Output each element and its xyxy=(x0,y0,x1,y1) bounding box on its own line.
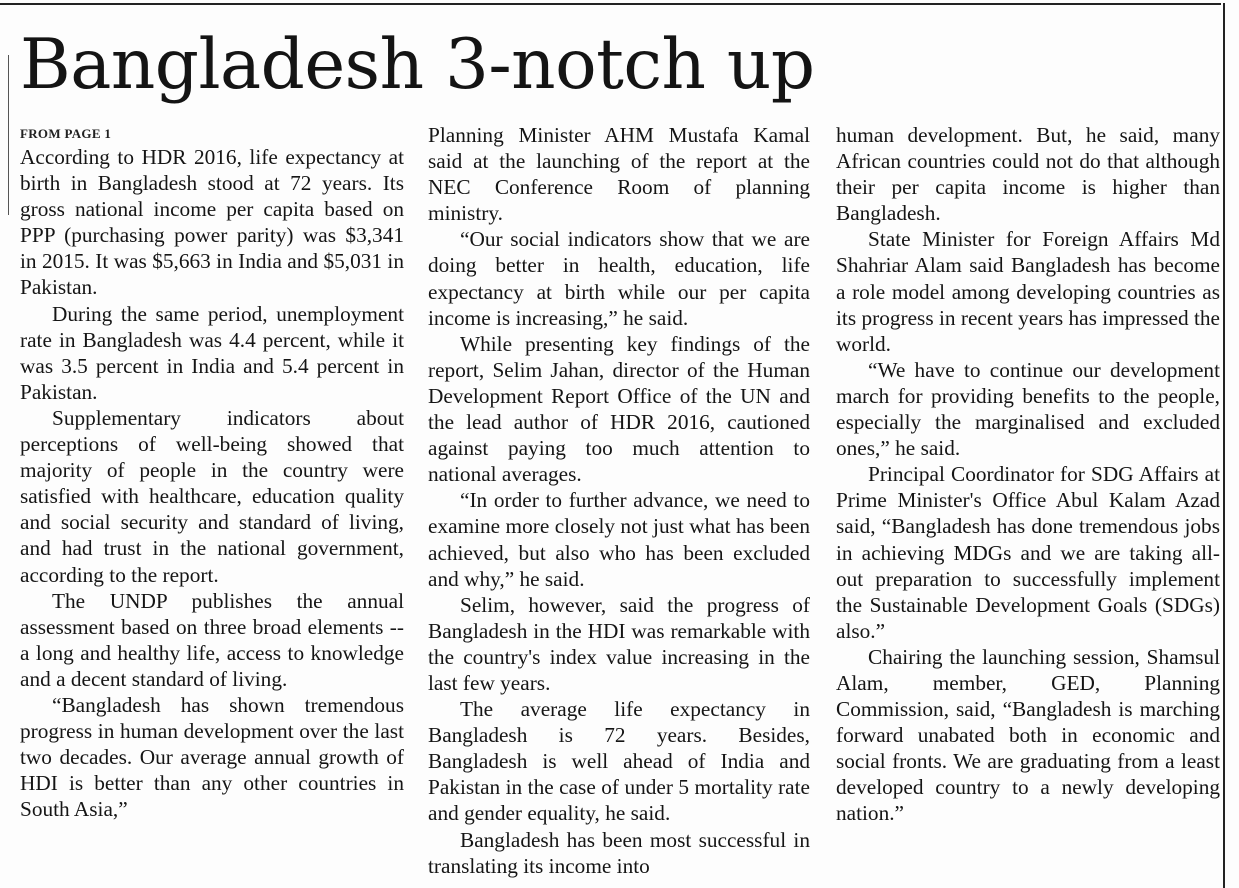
paragraph: During the same period, unemployment rate in Bangladesh was 4.4 percent, while it was 3.5 percent in India and 5.4 percent in Pakistan. xyxy=(20,301,404,404)
paragraph: “In order to further advance, we need to examine more closely not just what has been achieved, but also who has been excluded and why,” he said. xyxy=(428,488,810,591)
top-border-rule xyxy=(0,3,1221,5)
paragraph: The UNDP publishes the annual assessment based on three broad elements -- a long and healthy life, access to knowledge and a decent standard of living. xyxy=(20,588,404,691)
right-border-rule xyxy=(1223,3,1225,888)
paragraph: While presenting key findings of the report, Selim Jahan, director of the Human Development Report Office of the UN and the lead author of HDR 2016, cautioned against paying too much attention to national averages. xyxy=(428,331,810,487)
article-column-1 xyxy=(20,122,404,822)
paragraph: State Minister for Foreign Affairs Md Shahriar Alam said Bangladesh has become a role model among developing countries as its progress in recent years has impressed the world. xyxy=(836,227,1220,356)
paragraph: Chairing the launching session, Shamsul Alam, member, GED, Planning Commission, said, “Bangladesh is marching forward unabated both in economic and social fronts. We are graduating from a least developed country to a newly developing nation.” xyxy=(836,644,1220,826)
headline: Bangladesh 3-notch up xyxy=(20,25,815,105)
paragraph: Principal Coordinator for SDG Affairs at Prime Minister's Office Abul Kalam Azad said, “Bangladesh has done tremendous jobs in achieving MDGs and we are taking all-out preparation to successfully implement the Sustainable Development Goals (SDGs) also.” xyxy=(836,462,1220,643)
paragraph: Bangladesh has been most successful in translating its income into xyxy=(428,827,810,878)
paragraph: “We have to continue our development march for providing benefits to the people, especially the marginalised and excluded ones,” he said. xyxy=(836,357,1220,461)
paragraph: Selim, however, said the progress of Bangladesh in the HDI was remarkable with the country's index value increasing in the last few years. xyxy=(428,592,810,695)
left-margin-rule xyxy=(8,55,9,215)
paragraph: The average life expectancy in Bangladesh is 72 years. Besides, Bangladesh is well ahead of India and Pakistan in the case of under 5 mortality rate and gender equality, he said. xyxy=(428,697,810,826)
paragraph: Supplementary indicators about perceptions of well-being showed that majority of people in the country were satisfied with healthcare, education quality and social security and standard of living, and had trust in the national government, according to the report. xyxy=(20,405,404,587)
article-column-2 xyxy=(428,122,810,879)
kicker-from-page: FROM PAGE 1 xyxy=(20,126,112,141)
paragraph: Planning Minister AHM Mustafa Kamal said at the launching of the report at the NEC Conference Room of planning ministry. xyxy=(428,123,810,226)
paragraph: human development. But, he said, many African countries could not do that although their per capita income is higher than Bangladesh. xyxy=(836,123,1220,226)
paragraph: “Bangladesh has shown tremendous progress in human development over the last two decades. Our average annual growth of HDI is better than any other countries in South Asia,” xyxy=(20,692,404,822)
paragraph: “Our social indicators show that we are doing better in health, education, life expectancy at birth while our per capita income is increasing,” he said. xyxy=(428,227,810,330)
article-column-3 xyxy=(836,122,1220,827)
paragraph: According to HDR 2016, life expectancy at birth in Bangladesh stood at 72 years. Its gross national income per capita based on PPP (purchasing power parity) was $3,341 in 2015. It was $5,663 in India and $5,031 in Pakistan. xyxy=(20,145,404,300)
